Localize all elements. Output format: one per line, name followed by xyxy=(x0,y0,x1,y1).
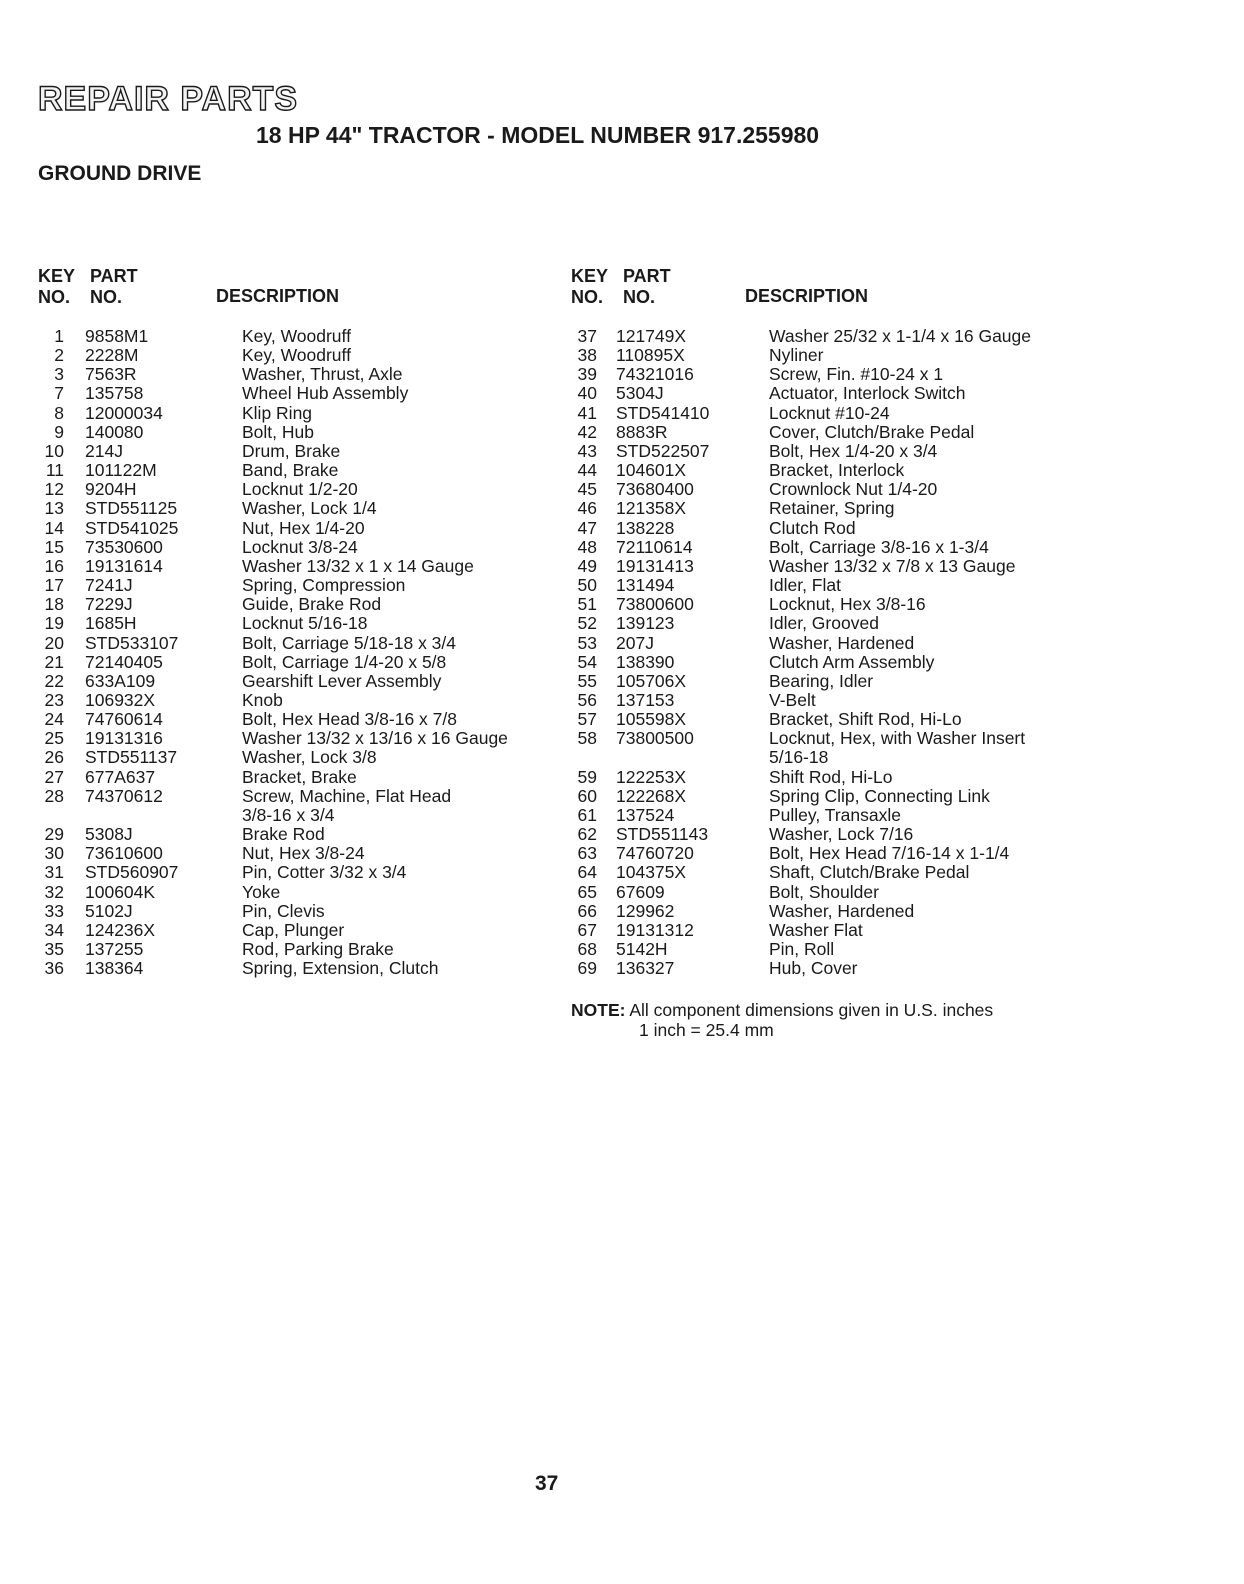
description-header: DESCRIPTION xyxy=(216,286,340,306)
key-no-cell: 66 xyxy=(577,900,597,921)
description-cell: Bracket, Interlock xyxy=(769,460,905,481)
key-no-cell xyxy=(38,806,64,825)
key-no-cell: 27 xyxy=(44,766,64,787)
key-no-cell: 25 xyxy=(44,728,64,749)
table-row xyxy=(571,557,1031,576)
key-no-cell: 65 xyxy=(577,881,597,902)
key-no-cell: 38 xyxy=(577,345,597,366)
table-row xyxy=(571,423,1031,442)
description-cell: Washer 13/32 x 13/16 x 16 Gauge xyxy=(242,728,508,749)
description-cell: Idler, Flat xyxy=(769,575,841,596)
table-row xyxy=(38,672,508,691)
description-cell: Bolt, Carriage 3/8-16 x 1-3/4 xyxy=(769,536,989,557)
key-no-cell: 19 xyxy=(44,613,64,634)
key-no-cell: 33 xyxy=(44,900,64,921)
description-cell: Bolt, Hex Head 7/16-14 x 1-1/4 xyxy=(769,843,1010,864)
table-row xyxy=(38,653,508,672)
key-no-cell: 31 xyxy=(44,862,64,883)
table-row xyxy=(38,404,508,423)
part-no-cell: 122268X xyxy=(616,785,687,806)
description-cell: Wheel Hub Assembly xyxy=(242,383,409,404)
table-row xyxy=(38,480,508,499)
description-cell: 3/8-16 x 3/4 xyxy=(242,804,335,825)
key-no-cell: 20 xyxy=(44,632,64,653)
table-row xyxy=(38,614,508,633)
table-row xyxy=(571,576,1031,595)
part-no-cell: 73800600 xyxy=(616,594,694,615)
description-cell: Nyliner xyxy=(769,345,824,366)
table-row xyxy=(38,595,508,614)
part-no-cell: 73680400 xyxy=(616,479,694,500)
key-no-cell: 47 xyxy=(577,517,597,538)
key-no-cell: 14 xyxy=(44,517,64,538)
part-no-cell: 19131316 xyxy=(85,728,163,749)
key-no-cell: 56 xyxy=(577,689,597,710)
description-cell: Guide, Brake Rod xyxy=(242,594,382,615)
part-no-cell: 7241J xyxy=(85,575,133,596)
part-no-cell: 136327 xyxy=(616,958,675,979)
table-row xyxy=(571,902,1031,921)
description-cell: Washer, Lock 3/8 xyxy=(242,747,377,768)
part-no-cell: 74760614 xyxy=(85,709,163,730)
part-no-cell: 12000034 xyxy=(85,402,163,423)
table-row xyxy=(571,634,1031,653)
part-no-cell: 19131413 xyxy=(616,555,694,576)
description-cell: Locknut, Hex, with Washer Insert xyxy=(769,728,1026,749)
key-no-cell: 15 xyxy=(44,536,64,557)
part-no-cell: 5102J xyxy=(85,900,133,921)
part-no-cell: 73530600 xyxy=(85,536,163,557)
part-no-cell: STD551143 xyxy=(616,824,709,845)
description-cell: Drum, Brake xyxy=(242,440,341,461)
description-cell: Cover, Clutch/Brake Pedal xyxy=(769,421,975,442)
table-row xyxy=(38,748,508,767)
description-cell: Pin, Cotter 3/32 x 3/4 xyxy=(242,862,407,883)
part-no-cell: 677A637 xyxy=(85,766,156,787)
description-cell: Washer, Lock 7/16 xyxy=(769,824,914,845)
description-cell: Spring Clip, Connecting Link xyxy=(769,785,990,806)
key-no-cell: 63 xyxy=(577,843,597,864)
table-row xyxy=(571,710,1031,729)
description-cell: Washer, Hardened xyxy=(769,900,915,921)
table-row xyxy=(571,844,1031,863)
description-cell: Locknut #10-24 xyxy=(769,402,890,423)
note xyxy=(571,1000,993,1040)
part-no-cell: 131494 xyxy=(616,575,675,596)
key-no-cell: 22 xyxy=(44,670,64,691)
part-no-cell: 121358X xyxy=(616,498,687,519)
key-no-cell: 10 xyxy=(44,440,64,461)
description-cell: Locknut 5/16-18 xyxy=(242,613,368,634)
key-no-cell: 35 xyxy=(44,939,64,959)
description-cell: Crownlock Nut 1/4-20 xyxy=(769,479,938,500)
key-no-cell: 18 xyxy=(44,594,64,615)
part-no-cell: 214J xyxy=(85,440,123,461)
table-row xyxy=(38,806,508,825)
description-cell: Locknut, Hex 3/8-16 xyxy=(769,594,926,615)
table-row xyxy=(38,959,508,978)
part-no-cell xyxy=(64,806,242,825)
description-cell: Bracket, Brake xyxy=(242,766,357,787)
key-no-cell: 64 xyxy=(577,862,597,883)
part-no-cell: 5142H xyxy=(616,939,668,959)
description-cell: Hub, Cover xyxy=(769,958,858,979)
description-cell: Band, Brake xyxy=(242,460,339,481)
key-no-cell: 59 xyxy=(577,766,597,787)
part-no-cell: STD533107 xyxy=(85,632,179,653)
key-no-cell: 34 xyxy=(44,919,64,940)
description-cell: Nut, Hex 3/8-24 xyxy=(242,843,365,864)
part-no-cell: 9858M1 xyxy=(85,326,149,346)
key-no-cell: 60 xyxy=(577,785,597,806)
key-no-cell xyxy=(571,748,597,767)
description-cell: Screw, Fin. #10-24 x 1 xyxy=(769,364,944,385)
table-row xyxy=(571,327,1031,346)
description-cell: V-Belt xyxy=(769,689,816,710)
description-cell: Spring, Extension, Clutch xyxy=(242,958,439,979)
part-no-cell: 19131614 xyxy=(85,555,163,576)
key-no-cell: 53 xyxy=(577,632,597,653)
table-row xyxy=(571,672,1031,691)
key-no-header: KEY NO. xyxy=(38,266,76,307)
description-cell: Bolt, Shoulder xyxy=(769,881,879,902)
table-row xyxy=(571,729,1031,748)
part-no-cell: 138364 xyxy=(85,958,144,979)
part-no-cell: 137153 xyxy=(616,689,675,710)
table-row xyxy=(38,461,508,480)
table-row xyxy=(38,844,508,863)
part-no-cell: 7563R xyxy=(85,364,137,385)
description-cell: Spring, Compression xyxy=(242,575,406,596)
description-cell: Key, Woodruff xyxy=(242,326,351,346)
key-no-cell: 23 xyxy=(44,689,64,710)
description-cell: Bolt, Hex Head 3/8-16 x 7/8 xyxy=(242,709,457,730)
table-body xyxy=(38,327,508,978)
description-cell: Clutch Rod xyxy=(769,517,856,538)
table-row xyxy=(38,327,508,346)
description-cell: Bearing, Idler xyxy=(769,670,874,691)
part-no-cell: 135758 xyxy=(85,383,144,404)
note-line-1 xyxy=(571,1000,993,1020)
key-no-cell: 68 xyxy=(577,939,597,959)
description-cell: Key, Woodruff xyxy=(242,345,351,366)
part-no-cell: 67609 xyxy=(616,881,665,902)
table-row xyxy=(38,902,508,921)
description-cell: Yoke xyxy=(242,881,281,902)
part-no-header: PART NO. xyxy=(90,266,138,307)
table-row xyxy=(571,519,1031,538)
part-no-cell: STD551137 xyxy=(85,747,178,768)
key-no-cell: 7 xyxy=(54,383,64,404)
table-row xyxy=(38,346,508,365)
key-no-cell: 40 xyxy=(577,383,597,404)
description-cell: Bolt, Hub xyxy=(242,421,314,442)
key-no-cell: 21 xyxy=(44,651,64,672)
part-no-cell: 104601X xyxy=(616,460,687,481)
table-header xyxy=(571,266,1031,307)
description-cell: Bracket, Shift Rod, Hi-Lo xyxy=(769,709,962,730)
description-cell: Bolt, Hex 1/4-20 x 3/4 xyxy=(769,440,938,461)
description-cell: Clutch Arm Assembly xyxy=(769,651,935,672)
table-row xyxy=(38,825,508,844)
part-no-cell: 105598X xyxy=(616,709,687,730)
table-row xyxy=(38,691,508,710)
table-row xyxy=(571,384,1031,403)
description-cell: Shaft, Clutch/Brake Pedal xyxy=(769,862,970,883)
table-body xyxy=(571,327,1031,978)
key-no-cell: 8 xyxy=(54,402,64,423)
description-cell: Washer Flat xyxy=(769,919,863,940)
table-row xyxy=(38,499,508,518)
note-line-2: 1 inch = 25.4 mm xyxy=(639,1020,774,1040)
part-no-cell: 106932X xyxy=(85,689,156,710)
part-no-cell: 19131312 xyxy=(616,919,694,940)
key-no-cell: 61 xyxy=(577,804,597,825)
part-no-cell: 72140405 xyxy=(85,651,163,672)
part-no-cell: STD541410 xyxy=(616,402,710,423)
table-header xyxy=(38,266,508,307)
table-row xyxy=(38,519,508,538)
table-row xyxy=(38,940,508,959)
key-no-cell: 16 xyxy=(44,555,64,576)
table-row xyxy=(571,614,1031,633)
key-no-cell: 69 xyxy=(577,958,597,979)
description-cell: Gearshift Lever Assembly xyxy=(242,670,442,691)
description-cell: Pulley, Transaxle xyxy=(769,804,901,825)
part-no-cell: STD560907 xyxy=(85,862,179,883)
description-cell: Washer 13/32 x 1 x 14 Gauge xyxy=(242,555,474,576)
part-no-cell: 74321016 xyxy=(616,364,694,385)
description-cell: Klip Ring xyxy=(242,402,313,423)
description-cell: Washer 13/32 x 7/8 x 13 Gauge xyxy=(769,555,1016,576)
key-no-cell: 48 xyxy=(577,536,597,557)
key-no-cell: 17 xyxy=(44,575,64,596)
part-no-cell: 138228 xyxy=(616,517,675,538)
key-no-cell: 46 xyxy=(577,498,597,519)
table-row xyxy=(571,365,1031,384)
part-no-cell: STD541025 xyxy=(85,517,179,538)
table-row xyxy=(38,921,508,940)
key-no-cell: 9 xyxy=(54,421,64,442)
table-row xyxy=(38,768,508,787)
part-no-cell: 124236X xyxy=(85,919,156,940)
table-row xyxy=(571,404,1031,423)
description-cell: Washer, Thrust, Axle xyxy=(242,364,403,385)
part-no-cell: 122253X xyxy=(616,766,687,787)
table-row xyxy=(38,538,508,557)
description-cell: Brake Rod xyxy=(242,824,325,845)
table-row xyxy=(38,557,508,576)
table-row xyxy=(38,863,508,882)
table-row xyxy=(571,806,1031,825)
table-row xyxy=(571,959,1031,978)
description-cell: Nut, Hex 1/4-20 xyxy=(242,517,365,538)
part-no-cell: 101122M xyxy=(85,460,157,481)
description-cell: Washer 25/32 x 1-1/4 x 16 Gauge xyxy=(769,326,1032,346)
key-no-cell: 45 xyxy=(577,479,597,500)
table-row xyxy=(38,423,508,442)
description-cell: Shift Rod, Hi-Lo xyxy=(769,766,893,787)
description-cell: Knob xyxy=(242,689,283,710)
part-no-cell: 7229J xyxy=(85,594,133,615)
key-no-cell: 49 xyxy=(577,555,597,576)
part-no-cell: STD522507 xyxy=(616,440,710,461)
part-no-cell: 633A109 xyxy=(85,670,156,691)
part-no-cell: 129962 xyxy=(616,900,675,921)
part-no-cell: 140080 xyxy=(85,421,144,442)
part-no-cell: 5308J xyxy=(85,824,133,845)
key-no-cell: 2 xyxy=(54,345,64,366)
table-row xyxy=(38,442,508,461)
parts-table-right xyxy=(571,266,1031,978)
key-no-cell: 30 xyxy=(44,843,64,864)
table-row xyxy=(571,499,1031,518)
part-no-cell: 137524 xyxy=(616,804,675,825)
description-cell: Rod, Parking Brake xyxy=(242,939,394,959)
part-no-cell: 72110614 xyxy=(616,536,693,557)
table-row xyxy=(38,384,508,403)
description-cell: Bolt, Carriage 5/18-18 x 3/4 xyxy=(242,632,457,653)
key-no-cell: 41 xyxy=(577,402,597,423)
table-row xyxy=(571,346,1031,365)
table-row xyxy=(38,883,508,902)
description-cell: Locknut 1/2-20 xyxy=(242,479,358,500)
table-row xyxy=(571,768,1031,787)
key-no-cell: 39 xyxy=(577,364,597,385)
part-no-cell xyxy=(597,748,769,767)
parts-table-left xyxy=(38,266,508,978)
part-no-cell: 2228M xyxy=(85,345,139,366)
table-row xyxy=(571,480,1031,499)
key-no-cell: 43 xyxy=(577,440,597,461)
note-text: All component dimensions given in U.S. inches xyxy=(629,1000,994,1020)
table-row xyxy=(38,710,508,729)
page-number: 37 xyxy=(535,1472,559,1495)
description-cell: Locknut 3/8-24 xyxy=(242,536,358,557)
key-no-cell: 1 xyxy=(54,326,64,346)
description-cell: 5/16-18 xyxy=(769,747,829,768)
key-no-cell: 62 xyxy=(577,824,597,845)
table-row xyxy=(571,883,1031,902)
table-row xyxy=(571,940,1031,959)
part-no-cell: 138390 xyxy=(616,651,675,672)
part-no-cell: 73800500 xyxy=(616,728,694,749)
part-no-cell: 1685H xyxy=(85,613,137,634)
description-cell: Cap, Plunger xyxy=(242,919,345,940)
table-row xyxy=(38,634,508,653)
page-title: REPAIR PARTS xyxy=(38,80,299,118)
key-no-cell: 29 xyxy=(44,824,64,845)
part-no-cell: 104375X xyxy=(616,862,687,883)
table-row xyxy=(571,442,1031,461)
description-header: DESCRIPTION xyxy=(745,286,869,306)
key-no-header: KEY NO. xyxy=(571,266,609,307)
key-no-cell: 24 xyxy=(44,709,64,730)
key-no-cell: 54 xyxy=(577,651,597,672)
table-row xyxy=(571,538,1031,557)
description-cell: Washer, Lock 1/4 xyxy=(242,498,377,519)
table-row xyxy=(571,921,1031,940)
key-no-cell: 32 xyxy=(44,881,64,902)
key-no-cell: 67 xyxy=(577,919,597,940)
description-cell: Actuator, Interlock Switch xyxy=(769,383,966,404)
table-row xyxy=(38,729,508,748)
key-no-cell: 42 xyxy=(577,421,597,442)
description-cell: Bolt, Carriage 1/4-20 x 5/8 xyxy=(242,651,447,672)
key-no-cell: 36 xyxy=(44,958,64,979)
part-no-cell: 5304J xyxy=(616,383,664,404)
key-no-cell: 55 xyxy=(577,670,597,691)
part-no-header: PART NO. xyxy=(623,266,671,307)
key-no-cell: 50 xyxy=(577,575,597,596)
key-no-cell: 52 xyxy=(577,613,597,634)
key-no-cell: 57 xyxy=(577,709,597,730)
table-row xyxy=(571,825,1031,844)
table-row xyxy=(571,691,1031,710)
key-no-cell: 44 xyxy=(577,460,597,481)
description-cell: Retainer, Spring xyxy=(769,498,895,519)
model-subtitle: 18 HP 44" TRACTOR - MODEL NUMBER 917.255980 xyxy=(256,122,820,148)
key-no-cell: 58 xyxy=(577,728,597,749)
part-no-cell: 137255 xyxy=(85,939,144,959)
description-cell: Washer, Hardened xyxy=(769,632,915,653)
key-no-cell: 13 xyxy=(44,498,64,519)
part-no-cell: 121749X xyxy=(616,326,687,346)
note-label: NOTE: xyxy=(571,1000,626,1020)
part-no-cell: 105706X xyxy=(616,670,687,691)
part-no-cell: 139123 xyxy=(616,613,675,634)
part-no-cell: 74370612 xyxy=(85,785,163,806)
table-row xyxy=(571,595,1031,614)
key-no-cell: 28 xyxy=(44,785,64,806)
section-heading: GROUND DRIVE xyxy=(38,162,202,185)
key-no-cell: 51 xyxy=(577,594,597,615)
table-row xyxy=(571,461,1031,480)
table-row xyxy=(38,576,508,595)
description-cell: Screw, Machine, Flat Head xyxy=(242,785,452,806)
key-no-cell: 26 xyxy=(44,747,64,768)
part-no-cell: 9204H xyxy=(85,479,137,500)
part-no-cell: 73610600 xyxy=(85,843,163,864)
part-no-cell: 74760720 xyxy=(616,843,694,864)
part-no-cell: 8883R xyxy=(616,421,668,442)
key-no-cell: 11 xyxy=(45,460,64,481)
table-row xyxy=(571,748,1031,767)
key-no-cell: 37 xyxy=(577,326,597,346)
description-cell: Idler, Grooved xyxy=(769,613,879,634)
table-row xyxy=(571,653,1031,672)
part-no-cell: STD551125 xyxy=(85,498,178,519)
table-row xyxy=(571,863,1031,882)
table-row xyxy=(38,365,508,384)
key-no-cell: 12 xyxy=(44,479,64,500)
table-row xyxy=(38,787,508,806)
description-cell: Pin, Roll xyxy=(769,939,835,959)
part-no-cell: 100604K xyxy=(85,881,156,902)
part-no-cell: 110895X xyxy=(616,345,685,366)
part-no-cell: 207J xyxy=(616,632,654,653)
key-no-cell: 3 xyxy=(54,364,64,385)
table-row xyxy=(571,787,1031,806)
description-cell: Pin, Clevis xyxy=(242,900,325,921)
